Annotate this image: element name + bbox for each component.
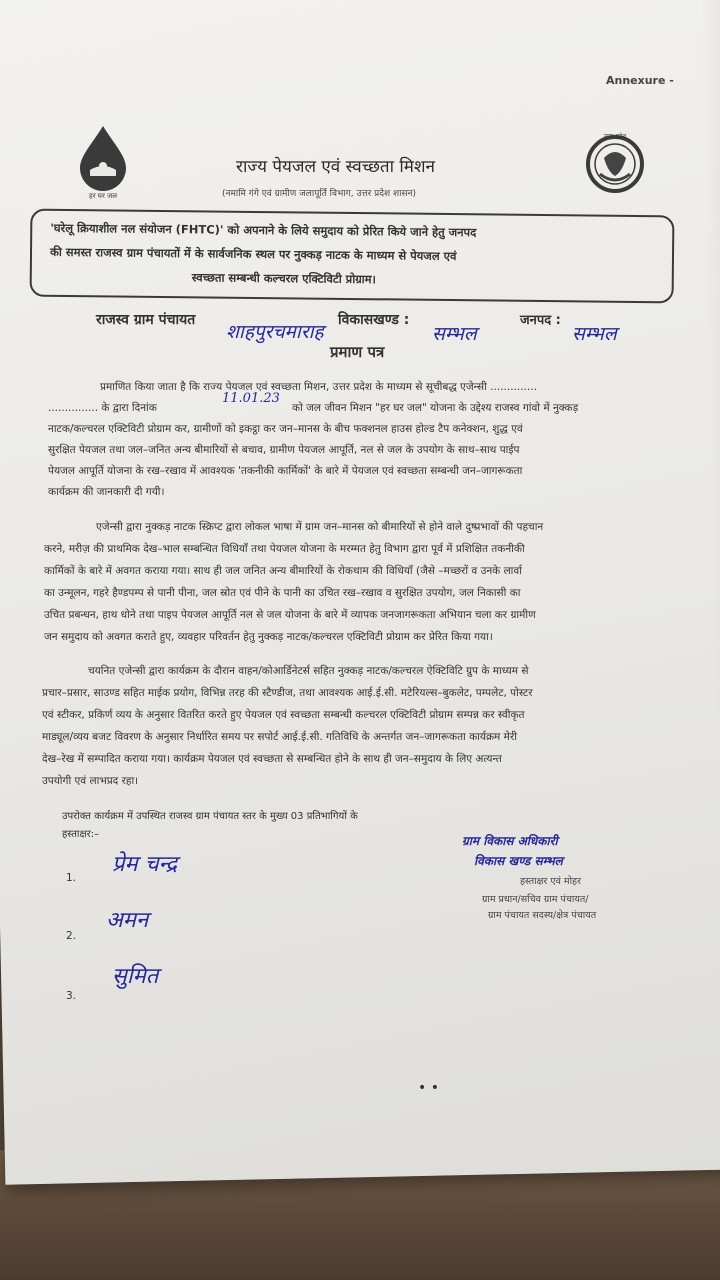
org-subtitle: (नमामि गंगे एवं ग्रामीण जलापूर्ति विभाग, उत्तर प्रदेश शासन) — [222, 189, 417, 199]
svg-text:हर घर जल: हर घर जल — [89, 192, 117, 200]
participant-2-number: 2. — [66, 930, 77, 942]
program-line-1: 'घरेलू क्रियाशील नल संयोजन (FHTC)' को अपनाने के लिये समुदाय को प्रेरित किये जाने हेतु जनपद — [50, 220, 477, 240]
participant-3-number: 3. — [66, 990, 77, 1002]
participant-1-signature: प्रेम चन्द्र — [112, 852, 178, 877]
para2-line5: उचित प्रबन्धन, हाथ धोने तथा पाइप पेयजल आपूर्ति नल से जल योजना के बारे में व्यापक जनजागरूकता अभियान चला कर ग्रामीण — [44, 609, 536, 621]
program-line-3: स्वच्छता सम्बन्धी कल्चरल एक्टिविटी प्रोग्राम। — [191, 270, 377, 287]
program-date: 11.01.23 — [222, 391, 280, 406]
para1-line3: नाटक/कल्चरल एक्टिविटी प्रोग्राम कर, ग्रामीणों को इकट्ठा कर जन–मानस के बीच फक्शनल हाउस होल्ड टैप कनेक्शन, शुद्ध एवं — [48, 423, 523, 435]
para2-line2: करने, मरीज़ की प्राथमिक देख–भाल सम्बन्धित विधियाँ तथा पेयजल योजना के मरम्मत हेतु विभाग द्वारा पूर्व में प्रशिक्षित तकनीकी — [44, 543, 525, 555]
para2-line4: का उन्मूलन, गहरे हैण्डपम्प से पानी पीना, जल स्रोत एवं पीने के पानी का उचित रख–रखाव व सुरक्षित उपयोग, जल निकासी का — [44, 587, 521, 599]
program-title-box — [30, 209, 675, 304]
para3-line4: माड्यूल/व्यय बजट विवरण के अनुसार निर्धारित समय पर सपोर्ट आई.ई.सी. गतिविधि के अन्तर्गत जन–जागरूकता कार्यक्रम मेरी — [42, 731, 517, 743]
signatures-intro-line2: हस्ताक्षर:– — [62, 829, 100, 840]
para3-line3: एवं स्टीकर, प्रकिर्ण व्यय के अनुसार वितरित करते हुए पेयजल एवं स्वच्छता सम्बन्धी कल्चरल एक्टिविटी प्रोग्राम सम्पन्न कर स्वीकृत — [42, 709, 525, 721]
para1-line1: प्रमाणित किया जाता है कि राज्य पेयजल एवं स्वच्छता मिशन, उत्तर प्रदेश के माध्यम से सूचीबद्ध एजेन्सी .............. — [100, 381, 537, 393]
gram-panchayat-value: शाहपुरचमाराह — [226, 321, 324, 343]
para3-line5: देख–रेख में सम्पादित कराया गया। कार्यक्रम पेयजल एवं स्वच्छता से सम्बन्धित होने के साथ ही जन–समुदाय के लिए अत्यन्त — [42, 753, 502, 765]
para3-line6: उपयोगी एवं लाभप्रद रहा। — [42, 775, 139, 787]
har-ghar-jal-logo — [70, 124, 140, 204]
gram-panchayat-label: राजस्व ग्राम पंचायत — [96, 312, 196, 328]
para2-line1: एजेन्सी द्वारा नुक्कड़ नाटक स्क्रिप्ट द्वारा लोकल भाषा में ग्राम जन–मानस को बीमारियों से होने वाले दुष्प्रभावों की पहचान — [96, 521, 544, 533]
para1-line2b: को जल जीवन मिशन "हर घर जल" योजना के उद्देश्य राजस्व गांवो में नुक्कड़ — [292, 402, 579, 414]
certificate-title: प्रमाण पत्र — [330, 343, 385, 361]
participant-1-number: 1. — [66, 872, 77, 884]
district-label: जनपद : — [520, 313, 561, 328]
official-role-line1: ग्राम प्रधान/सचिव ग्राम पंचायत/ — [482, 894, 589, 905]
official-stamp-line1: ग्राम विकास अधिकारी — [462, 834, 558, 848]
block-value: सम्भल — [432, 323, 477, 345]
footer-mark: • • — [418, 1080, 439, 1096]
org-title: राज्य पेयजल एवं स्वच्छता मिशन — [236, 157, 435, 177]
para2-line6: जन समुदाय को अवगत कराते हुए, व्यवहार परिवर्तन हेतु नुक्कड़ नाटक/कल्चरल एक्टिविटी प्रोग्राम कर प्रेरित किया गया। — [44, 631, 493, 643]
para1-line6: कार्यक्रम की जानकारी दी गयी। — [48, 486, 165, 498]
svg-text:उत्तर प्रदेश: उत्तर प्रदेश — [603, 133, 627, 140]
official-role-line2: ग्राम पंचायत सदस्य/क्षेत्र पंचायत — [488, 910, 597, 921]
para3-line2: प्रचार–प्रसार, साउण्ड सहित माईक प्रयोग, विभिन्न तरह की स्टैण्डीज, तथा आवश्यक आई.ई.सी. मटेरियल्स–बुकलेट, पम्पलेट, पोस्टर — [42, 687, 533, 699]
para1-line2a: ............... के द्वारा दिनांक — [48, 402, 157, 414]
official-stamp-line2: विकास खण्ड सम्भल — [474, 854, 563, 868]
annexure-label: Annexure - — [606, 74, 674, 87]
para1-line5: पेयजल आपूर्ति योजना के रख–रखाव में आवश्यक 'तकनीकी कार्मिकों' के बारे में पेयजल एवं स्वच्छता सम्बन्धी जन–जागरूकता — [48, 465, 523, 477]
block-label: विकासखण्ड : — [338, 312, 410, 328]
para1-line4: सुरक्षित पेयजल तथा जल–जनित अन्य बीमारियों से बचाव, ग्रामीण पेयजल आपूर्ति, नल से जल के उपयोग के साथ–साथ पाईप — [48, 444, 520, 456]
para3-line1: चयनित एजेन्सी द्वारा कार्यक्रम के दौरान वाहन/कोआर्डिनेटर्स सहित नुक्कड़ नाटक/कल्चरल ऐक्टिविटि ग्रुप के माध्यम से — [88, 665, 529, 677]
para2-line3: कार्मिकों के बारे में अवगत कराया गया। साथ ही जल जनित अन्य बीमारियों के रोकथाम की विधियाँ (जैसे –मच्छरों व उनके लार्वा — [44, 565, 522, 577]
participant-3-signature: सुमित — [112, 964, 159, 989]
participant-2-signature: अमन — [106, 908, 149, 933]
district-value: सम्भल — [572, 323, 617, 345]
seal-label: हस्ताक्षर एवं मोहर — [520, 876, 581, 887]
up-government-emblem — [582, 128, 648, 210]
program-line-2: की समस्त राजस्व ग्राम पंचायतों में के सार्वजनिक स्थल पर नुक्कड़ नाटक के माध्यम से पेयजल एवं — [49, 244, 457, 264]
signatures-intro-line1: उपरोक्त कार्यक्रम में उपस्थित राजस्व ग्राम पंचायत स्तर के मुख्य 03 प्रतिभागियों के — [62, 811, 358, 822]
